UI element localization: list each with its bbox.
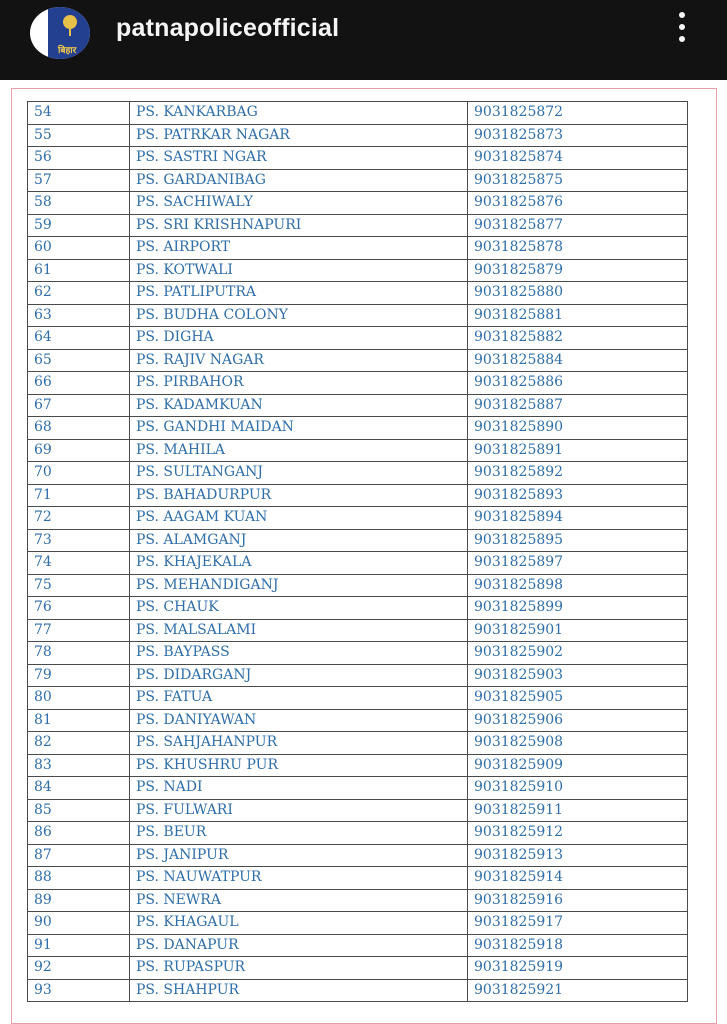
table-row [28,822,688,845]
phone-number-cell: 9031825916 [468,889,688,912]
table-row [28,574,688,597]
serial-number-cell: 77 [28,619,130,642]
station-name-cell: PS. SRI KRISHNAPURI [130,214,468,237]
phone-number-cell: 9031825911 [468,799,688,822]
table-row [28,619,688,642]
serial-number-cell: 87 [28,844,130,867]
serial-number-cell: 92 [28,957,130,980]
serial-number-cell: 83 [28,754,130,777]
table-row [28,394,688,417]
table-row [28,844,688,867]
serial-number-cell: 57 [28,169,130,192]
phone-number-cell: 9031825909 [468,754,688,777]
avatar-text: बिहार [58,46,77,56]
serial-number-cell: 59 [28,214,130,237]
station-name-cell: PS. BEUR [130,822,468,845]
more-options-icon[interactable] [674,12,690,50]
station-name-cell: PS. FATUA [130,687,468,710]
phone-number-cell: 9031825905 [468,687,688,710]
phone-number-cell: 9031825892 [468,462,688,485]
table-row [28,529,688,552]
phone-number-cell: 9031825881 [468,304,688,327]
phone-number-cell: 9031825882 [468,327,688,350]
serial-number-cell: 74 [28,552,130,575]
phone-number-cell: 9031825884 [468,349,688,372]
station-name-cell: PS. JANIPUR [130,844,468,867]
tree-emblem-icon [61,15,79,37]
serial-number-cell: 67 [28,394,130,417]
serial-number-cell: 69 [28,439,130,462]
phone-number-cell: 9031825914 [468,867,688,890]
station-name-cell: PS. ALAMGANJ [130,529,468,552]
phone-number-cell: 9031825918 [468,934,688,957]
phone-number-cell: 9031825906 [468,709,688,732]
police-station-table [27,101,688,1002]
table-row [28,709,688,732]
phone-number-cell: 9031825912 [468,822,688,845]
station-name-cell: PS. BUDHA COLONY [130,304,468,327]
table-row [28,957,688,980]
phone-number-cell: 9031825899 [468,597,688,620]
phone-number-cell: 9031825921 [468,979,688,1002]
station-name-cell: PS. KHAGAUL [130,912,468,935]
serial-number-cell: 91 [28,934,130,957]
table-row [28,462,688,485]
station-name-cell: PS. PATLIPUTRA [130,282,468,305]
station-name-cell: PS. PATRKAR NAGAR [130,124,468,147]
serial-number-cell: 71 [28,484,130,507]
phone-number-cell: 9031825873 [468,124,688,147]
station-name-cell: PS. SAHJAHANPUR [130,732,468,755]
station-name-cell: PS. GARDANIBAG [130,169,468,192]
table-row [28,147,688,170]
phone-number-cell: 9031825897 [468,552,688,575]
table-row [28,912,688,935]
serial-number-cell: 72 [28,507,130,530]
table-row [28,169,688,192]
phone-number-cell: 9031825919 [468,957,688,980]
serial-number-cell: 78 [28,642,130,665]
station-name-cell: PS. NAUWATPUR [130,867,468,890]
station-name-cell: PS. DANIYAWAN [130,709,468,732]
table-row [28,867,688,890]
serial-number-cell: 60 [28,237,130,260]
table-row [28,102,688,125]
station-name-cell: PS. PIRBAHOR [130,372,468,395]
station-name-cell: PS. KADAMKUAN [130,394,468,417]
serial-number-cell: 75 [28,574,130,597]
phone-number-cell: 9031825877 [468,214,688,237]
station-name-cell: PS. SACHIWALY [130,192,468,215]
serial-number-cell: 56 [28,147,130,170]
station-name-cell: PS. GANDHI MAIDAN [130,417,468,440]
station-name-cell: PS. KANKARBAG [130,102,468,125]
phone-number-cell: 9031825880 [468,282,688,305]
serial-number-cell: 88 [28,867,130,890]
station-name-cell: PS. SULTANGANJ [130,462,468,485]
station-name-cell: PS. RAJIV NAGAR [130,349,468,372]
phone-number-cell: 9031825886 [468,372,688,395]
serial-number-cell: 82 [28,732,130,755]
table-row [28,889,688,912]
phone-number-cell: 9031825890 [468,417,688,440]
phone-number-cell: 9031825893 [468,484,688,507]
phone-number-cell: 9031825902 [468,642,688,665]
table-row [28,687,688,710]
phone-number-cell: 9031825913 [468,844,688,867]
serial-number-cell: 61 [28,259,130,282]
table-row [28,349,688,372]
station-name-cell: PS. KHUSHRU PUR [130,754,468,777]
table-row [28,304,688,327]
table-row [28,439,688,462]
avatar[interactable] [30,7,90,59]
station-name-cell: PS. MEHANDIGANJ [130,574,468,597]
table-row [28,597,688,620]
station-name-cell: PS. KHAJEKALA [130,552,468,575]
table-row [28,372,688,395]
serial-number-cell: 58 [28,192,130,215]
serial-number-cell: 79 [28,664,130,687]
serial-number-cell: 80 [28,687,130,710]
account-name[interactable]: patnapoliceofficial [116,14,340,42]
serial-number-cell: 89 [28,889,130,912]
phone-number-cell: 9031825874 [468,147,688,170]
serial-number-cell: 65 [28,349,130,372]
phone-number-cell: 9031825875 [468,169,688,192]
station-name-cell: PS. DANAPUR [130,934,468,957]
phone-number-cell: 9031825887 [468,394,688,417]
station-name-cell: PS. MAHILA [130,439,468,462]
table-row [28,979,688,1002]
table-row [28,282,688,305]
table-row [28,934,688,957]
station-name-cell: PS. DIGHA [130,327,468,350]
phone-number-cell: 9031825903 [468,664,688,687]
serial-number-cell: 54 [28,102,130,125]
phone-number-cell: 9031825908 [468,732,688,755]
station-name-cell: PS. CHAUK [130,597,468,620]
station-name-cell: PS. SASTRI NGAR [130,147,468,170]
table-row [28,664,688,687]
table-row [28,214,688,237]
serial-number-cell: 62 [28,282,130,305]
table-row [28,259,688,282]
serial-number-cell: 66 [28,372,130,395]
phone-number-cell: 9031825898 [468,574,688,597]
table-row [28,507,688,530]
station-name-cell: PS. RUPASPUR [130,957,468,980]
table-row [28,484,688,507]
table-row [28,732,688,755]
table-row [28,777,688,800]
phone-number-cell: 9031825878 [468,237,688,260]
serial-number-cell: 85 [28,799,130,822]
post-header [0,0,727,80]
serial-number-cell: 76 [28,597,130,620]
serial-number-cell: 81 [28,709,130,732]
table-row [28,417,688,440]
station-name-cell: PS. MALSALAMI [130,619,468,642]
serial-number-cell: 93 [28,979,130,1002]
table-row [28,754,688,777]
serial-number-cell: 70 [28,462,130,485]
phone-number-cell: 9031825910 [468,777,688,800]
station-name-cell: PS. DIDARGANJ [130,664,468,687]
phone-number-cell: 9031825895 [468,529,688,552]
phone-number-cell: 9031825891 [468,439,688,462]
station-name-cell: PS. BAYPASS [130,642,468,665]
table-row [28,799,688,822]
table-row [28,327,688,350]
serial-number-cell: 73 [28,529,130,552]
phone-number-cell: 9031825876 [468,192,688,215]
station-name-cell: PS. NEWRA [130,889,468,912]
station-name-cell: PS. NADI [130,777,468,800]
phone-number-cell: 9031825917 [468,912,688,935]
phone-number-cell: 9031825901 [468,619,688,642]
phone-number-cell: 9031825872 [468,102,688,125]
serial-number-cell: 55 [28,124,130,147]
serial-number-cell: 84 [28,777,130,800]
phone-number-cell: 9031825894 [468,507,688,530]
serial-number-cell: 68 [28,417,130,440]
station-name-cell: PS. SHAHPUR [130,979,468,1002]
station-name-cell: PS. AAGAM KUAN [130,507,468,530]
table-row [28,237,688,260]
table-row [28,192,688,215]
serial-number-cell: 64 [28,327,130,350]
serial-number-cell: 90 [28,912,130,935]
table-row [28,552,688,575]
station-name-cell: PS. AIRPORT [130,237,468,260]
station-name-cell: PS. KOTWALI [130,259,468,282]
station-name-cell: PS. BAHADURPUR [130,484,468,507]
table-row [28,642,688,665]
station-name-cell: PS. FULWARI [130,799,468,822]
phone-number-cell: 9031825879 [468,259,688,282]
table-row [28,124,688,147]
serial-number-cell: 63 [28,304,130,327]
serial-number-cell: 86 [28,822,130,845]
